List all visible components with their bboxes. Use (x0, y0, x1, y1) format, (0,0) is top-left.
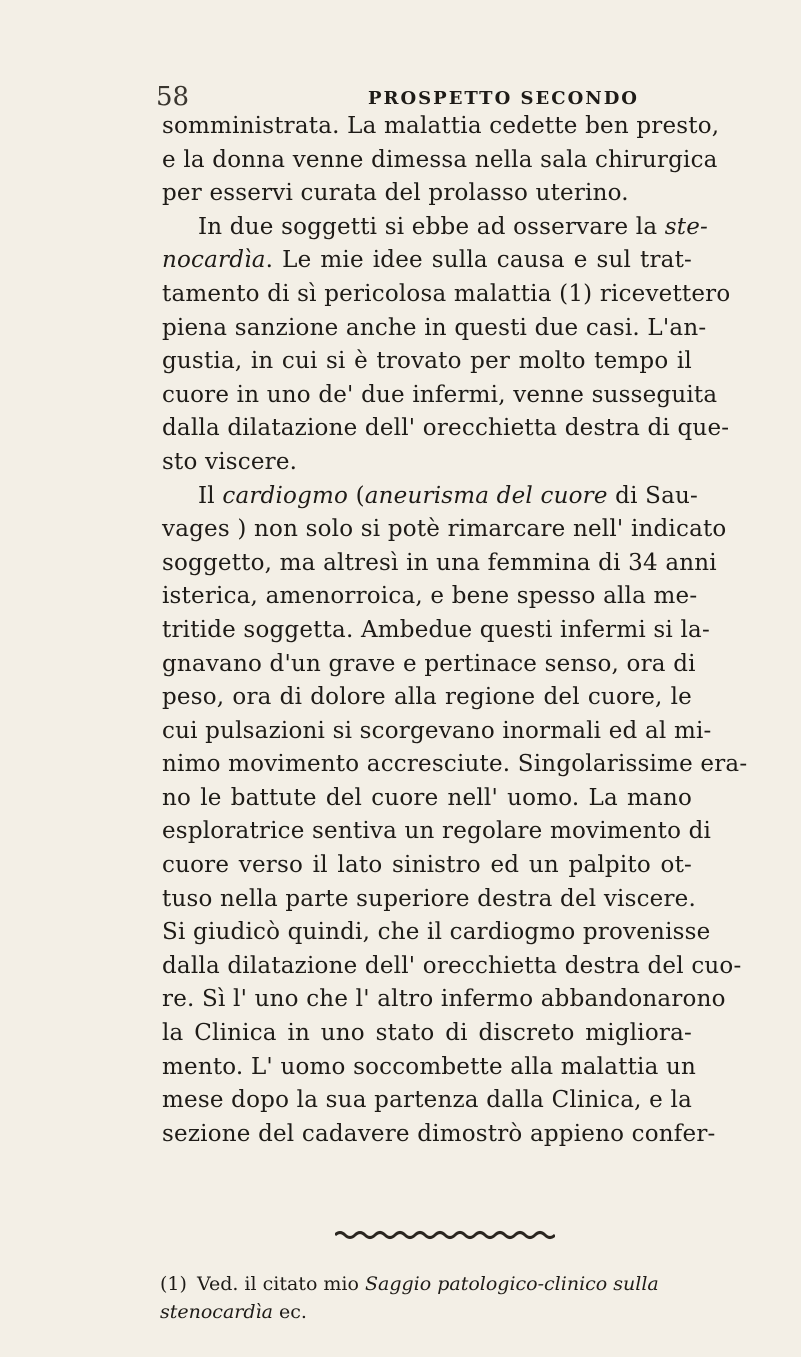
text-line: la Clinica in uno stato di discreto migliora- (162, 1020, 692, 1047)
text-line: piena sanzione anche in questi due casi. L'an- (162, 314, 707, 341)
text-line: re. Sì l' uno che l' altro infermo abbandonarono (162, 986, 726, 1013)
text-line: cui pulsazioni si scorgevano inormali ed al mi- (162, 717, 712, 744)
text-line: cuore verso il lato sinistro ed un palpito ot- (162, 852, 692, 879)
text-line: esploratrice sentiva un regolare movimento di (162, 818, 712, 845)
text-line: nimo movimento accresciute. Singolarissime era- (162, 751, 748, 778)
text-line: vages ) non solo si potè rimarcare nell' indicato (162, 516, 727, 543)
text-line (162, 244, 692, 278)
text-line: peso, ora di dolore alla regione del cuore, le (162, 684, 692, 711)
text-line: isterica, amenorroica, e bene spesso alla me- (162, 583, 698, 610)
text-line: no le battute del cuore nell' uomo. La mano (162, 784, 692, 811)
text-line: sezione del cadavere dimostrò appieno confer- (162, 1120, 716, 1147)
footnote-text: Ved. il citato mio (196, 1273, 365, 1295)
text-line (162, 480, 698, 514)
running-head: PROSPETTO SECONDO (368, 88, 639, 109)
text-line: gnavano d'un grave e pertinace senso, ora di (162, 650, 696, 677)
text-line: tuso nella parte superiore destra del viscere. (162, 885, 696, 912)
text-line: mento. L' uomo soccombette alla malattia un (162, 1053, 697, 1080)
body-text (162, 110, 748, 1151)
text-fragment: di Sau- (607, 482, 698, 509)
text-line (162, 211, 709, 245)
italic-term-stenocardia-end: nocardìa (162, 247, 266, 274)
italic-term-stenocardia-start: ste- (664, 213, 709, 240)
text-line: tamento di sì pericolosa malattia (1) ricevettero (162, 280, 731, 307)
footnote-italic-title: Saggio patologico-clinico sulla (365, 1273, 659, 1295)
text-line: soggetto, ma altresì in una femmina di 34 anni (162, 549, 717, 576)
footnote (160, 1270, 690, 1326)
text-line: dalla dilatazione dell' orecchietta destra del cuo- (162, 952, 742, 979)
footnote-text: ec. (272, 1301, 307, 1323)
text-fragment: Il (198, 482, 223, 509)
text-line: gustia, in cui si è trovato per molto tempo il (162, 348, 692, 375)
decorative-rule (335, 1228, 555, 1242)
page-number: 58 (156, 82, 190, 112)
italic-term-cardiogmo: cardiogmo (222, 482, 349, 509)
text-fragment: ( (348, 482, 365, 509)
text-line: somministrata. La malattia cedette ben presto, (162, 113, 720, 139)
footnote-marker: (1) (160, 1273, 187, 1295)
text-line: mese dopo la sua partenza dalla Clinica, e la (162, 1087, 692, 1114)
footnote-line (160, 1298, 690, 1326)
text-line: per esservi curata del prolasso uterino. (162, 180, 629, 207)
text-line: dalla dilatazione dell' orecchietta destra di que- (162, 415, 730, 442)
text-line: sto viscere. (162, 448, 298, 475)
text-line: Si giudicò quindi, che il cardiogmo provenisse (162, 919, 711, 946)
italic-term-aneurisma: aneurisma del cuore (364, 482, 608, 509)
text-fragment: . Le mie idee sulla causa e sul trat- (265, 247, 692, 274)
text-line: cuore in uno de' due infermi, venne susseguita (162, 381, 718, 408)
page-header (148, 82, 668, 112)
text-line: e la donna venne dimessa nella sala chirurgica (162, 146, 718, 173)
text-line: tritide soggetta. Ambedue questi infermi si la- (162, 616, 710, 643)
text-fragment: In due soggetti si ebbe ad osservare la (198, 213, 665, 240)
footnote-italic-term: stenocardìa (160, 1301, 273, 1323)
footnote-line (160, 1270, 690, 1298)
